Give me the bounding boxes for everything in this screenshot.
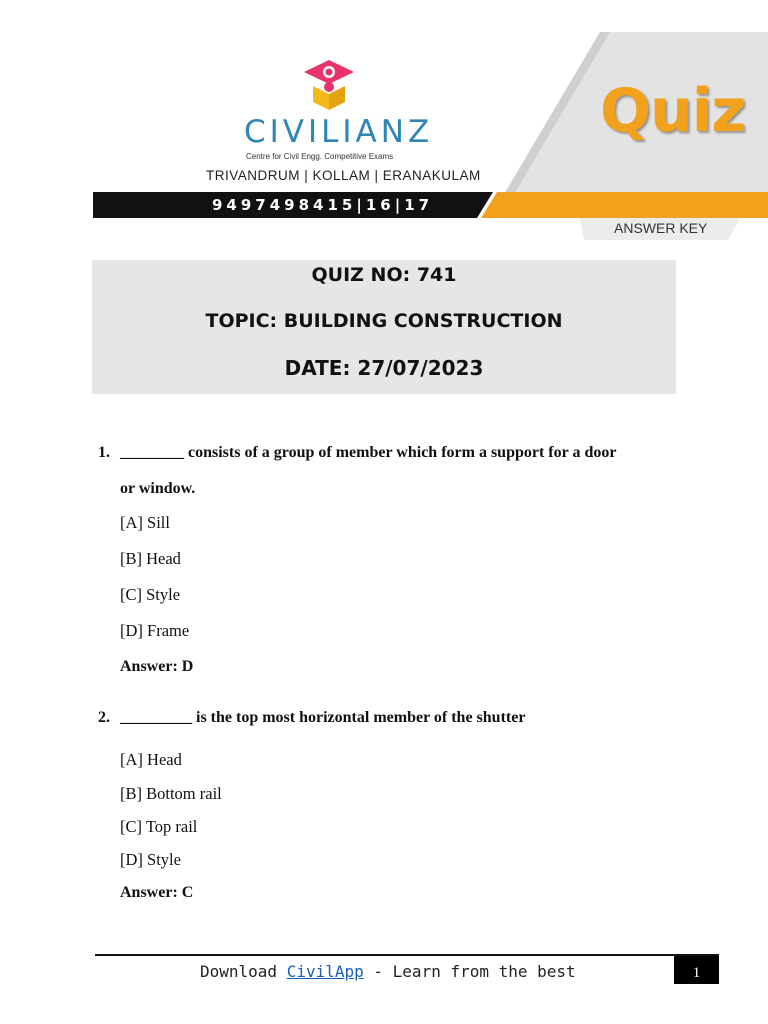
brand-tagline: Centre for Civil Engg. Competitive Exams — [246, 152, 394, 161]
quiz-date: DATE: 27/07/2023 — [284, 356, 484, 380]
civilapp-link[interactable]: CivilApp — [286, 962, 364, 981]
question-2-option-c: [C] Top rail — [120, 817, 198, 836]
question-1-option-d: [D] Frame — [120, 621, 190, 640]
question-2-answer: Answer: C — [120, 884, 194, 901]
quiz-number: QUIZ NO: 741 — [311, 264, 457, 286]
phone-numbers: 9497498415|16|17 — [212, 196, 434, 214]
question-1-answer: Answer: D — [120, 658, 194, 675]
question-2-number: 2. — [98, 709, 110, 726]
question-1-text-line2: or window. — [120, 480, 196, 497]
question-1-text-line1: ________ consists of a group of member which form a support for a door — [120, 444, 617, 461]
civilianz-logo-icon — [298, 56, 360, 114]
question-1-number: 1. — [98, 444, 110, 461]
question-1-option-b: [B] Head — [120, 549, 181, 568]
question-1-option-a: [A] Sill — [120, 513, 170, 532]
quiz-title-box — [92, 260, 676, 394]
footer-prefix: Download — [200, 962, 287, 981]
question-2-text-line1: _________ is the top most horizontal member of the shutter — [120, 709, 526, 726]
footer-divider — [95, 954, 719, 956]
question-2-option-b: [B] Bottom rail — [120, 784, 222, 803]
question-1-option-c: [C] Style — [120, 585, 181, 604]
brand-name: CIVILIANZ — [244, 114, 434, 150]
question-2-option-d: [D] Style — [120, 850, 181, 869]
quiz-topic: TOPIC: BUILDING CONSTRUCTION — [205, 310, 563, 332]
answer-key-label: ANSWER KEY — [614, 220, 708, 236]
page-number: 1 — [674, 956, 719, 984]
question-2-option-a: [A] Head — [120, 750, 182, 769]
footer-suffix: - Learn from the best — [363, 962, 576, 981]
quiz-heading-graphic: Quiz — [600, 76, 746, 146]
footer-text — [200, 962, 576, 981]
branch-cities: TRIVANDRUM | KOLLAM | ERANAKULAM — [206, 168, 481, 183]
